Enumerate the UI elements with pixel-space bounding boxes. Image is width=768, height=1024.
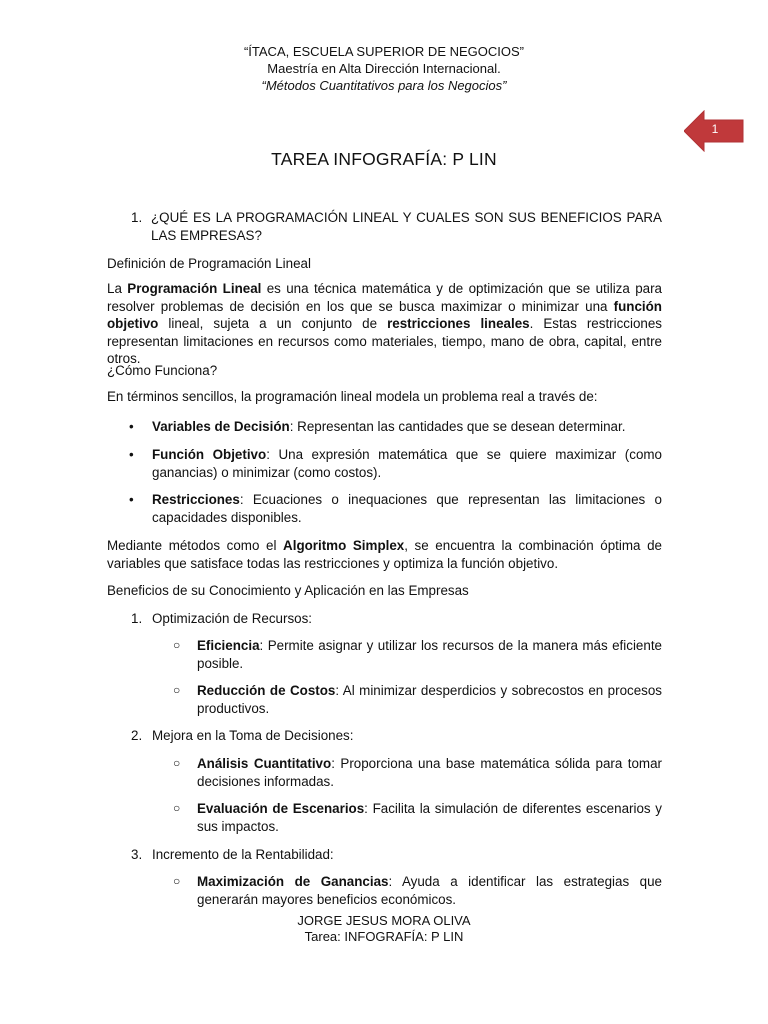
sub-text: : Proporciona una base matemática sólida para tomar decisiones informadas. <box>197 756 662 789</box>
sub-text: : Ayuda a identificar las estrategias que generarán mayores beneficios económicos. <box>197 874 662 907</box>
bullet-text: : Representan las cantidades que se desean determinar. <box>289 419 626 434</box>
how-intro: En términos sencillos, la programación lineal modela un problema real a través de: <box>107 389 598 404</box>
page-number-badge <box>684 110 744 152</box>
question-text: ¿QUÉ ES LA PROGRAMACIÓN LINEAL Y CUALES SON SUS BENEFICIOS PARA LAS EMPRESAS? <box>151 210 662 243</box>
bullet-term: Función Objetivo <box>152 447 267 462</box>
bullet-text: : Una expresión matemática que se quiere maximizar (como ganancias) o minimizar (como costos). <box>152 447 663 480</box>
bullet-icon: • <box>129 492 134 507</box>
sub-term: Eficiencia <box>197 638 260 653</box>
program-name: Maestría en Alta Dirección Internacional. <box>267 61 501 76</box>
text-run: La <box>107 281 128 296</box>
sub-text: : Al minimizar desperdicios y sobrecostos en procesos productivos. <box>197 683 663 716</box>
how-heading: ¿Cómo Funciona? <box>107 363 218 378</box>
benefit-number: 1. <box>131 611 143 626</box>
sub-term: Evaluación de Escenarios <box>197 801 365 816</box>
circle-bullet-icon: ○ <box>173 756 181 770</box>
benefit-number: 2. <box>131 728 143 743</box>
benefit-title: Incremento de la Rentabilidad <box>152 847 330 862</box>
text-run: . Estas restricciones representan limitaciones en recursos como materiales, tiempo, mano de obra, capital, entre otros. <box>107 316 663 366</box>
term-restricciones-lineales: restricciones lineales <box>387 316 530 331</box>
bullet-icon: • <box>129 419 134 434</box>
sub-text: : Facilita la simulación de diferentes escenarios y sus impactos. <box>197 801 662 834</box>
simplex-paragraph <box>107 537 662 572</box>
footer-author: JORGE JESUS MORA OLIVA <box>297 913 471 928</box>
bullet-text: : Ecuaciones o inequaciones que representan las limitaciones o capacidades disponibles. <box>152 492 662 525</box>
bullet-term: Restricciones <box>152 492 240 507</box>
bullet-term: Variables de Decisión <box>152 419 290 434</box>
text-run: , se encuentra la combinación óptima de variables que satisface todas las restricciones y optimiza la función objetivo. <box>107 538 662 571</box>
page-title: TAREA INFOGRAFÍA: P LIN <box>271 149 497 169</box>
school-name: “ÍTACA, ESCUELA SUPERIOR DE NEGOCIOS” <box>243 44 525 59</box>
term-algoritmo-simplex: Algoritmo Simplex <box>283 538 405 553</box>
text-run: lineal, sujeta a un conjunto de <box>158 316 388 331</box>
sub-term: Maximización de Ganancias <box>197 874 389 889</box>
course-name: “Métodos Cuantitativos para los Negocios” <box>261 78 507 93</box>
benefit-colon: : <box>349 728 354 743</box>
definition-heading: Definición de Programación Lineal <box>107 256 311 271</box>
sub-term: Análisis Cuantitativo <box>197 756 332 771</box>
term-programacion-lineal: Programación Lineal <box>127 281 262 296</box>
benefits-heading: Beneficios de su Conocimiento y Aplicación en las Empresas <box>107 583 469 598</box>
bullet-icon: • <box>129 447 134 462</box>
circle-bullet-icon: ○ <box>173 801 181 815</box>
benefit-colon: : <box>329 847 334 862</box>
benefit-title: Optimización de Recursos <box>152 611 309 626</box>
circle-bullet-icon: ○ <box>173 638 181 652</box>
definition-paragraph <box>107 280 662 368</box>
term-funcion-objetivo: función objetivo <box>107 298 662 331</box>
circle-bullet-icon: ○ <box>173 683 181 697</box>
benefit-number: 3. <box>131 847 143 862</box>
benefit-colon: : <box>308 611 313 626</box>
page-number: 1 <box>711 122 719 136</box>
sub-term: Reducción de Costos <box>197 683 336 698</box>
question-number: 1. <box>131 210 143 225</box>
footer-task: Tarea: INFOGRAFÍA: P LIN <box>304 929 464 944</box>
sub-text: : Permite asignar y utilizar los recursos de la manera más eficiente posible. <box>197 638 662 671</box>
text-run: es una técnica matemática y de optimización que se utiliza para resolver problemas de decisión en los que se busca maximizar o minimizar una <box>107 281 662 314</box>
circle-bullet-icon: ○ <box>173 874 181 888</box>
text-run: Mediante métodos como el <box>107 538 284 553</box>
benefit-title: Mejora en la Toma de Decisiones <box>152 728 350 743</box>
